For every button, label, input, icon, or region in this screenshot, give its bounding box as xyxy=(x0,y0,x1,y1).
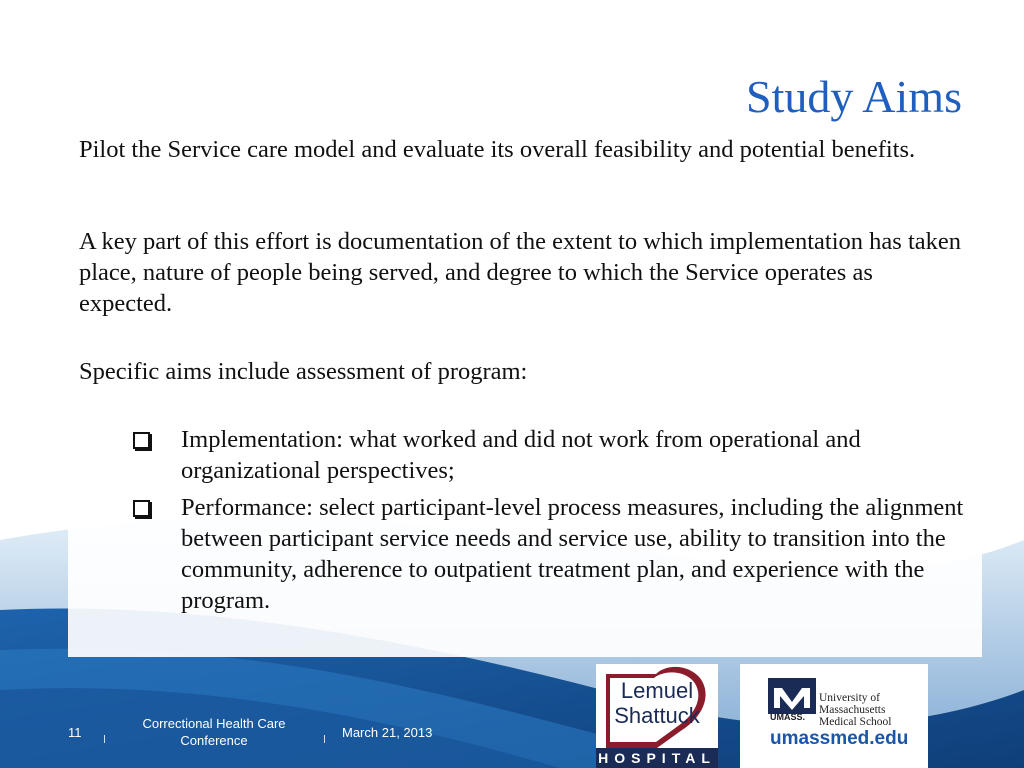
aim-paragraph-3: Specific aims include assessment of program: xyxy=(79,358,528,385)
lemuel-shattuck-logo xyxy=(596,664,718,768)
lemuel-name-line-2: Shattuck xyxy=(614,703,700,728)
bullet-implementation: Implementation: what worked and did not work from operational and organizational perspectives; xyxy=(181,426,861,484)
checkbox-icon xyxy=(133,500,150,517)
conference-name: Correctional Health Care Conference xyxy=(142,716,286,748)
presentation-date: March 21, 2013 xyxy=(342,725,433,740)
aim-paragraph-1: Pilot the Service care model and evaluate its overall feasibility and potential benefits. xyxy=(79,136,916,163)
umass-wordmark: UMASS. xyxy=(770,712,806,722)
umass-institution xyxy=(819,692,929,728)
hospital-bar: HOSPITAL xyxy=(596,748,718,768)
slide-number: 11 xyxy=(68,725,82,740)
umass-url: umassmed.edu xyxy=(770,728,909,749)
umass-institution-line-3: Medical School xyxy=(819,716,892,728)
slide-title: Study Aims xyxy=(745,71,962,122)
footer-separator xyxy=(104,735,105,743)
lemuel-name-line-1: Lemuel xyxy=(620,678,694,703)
checkbox-icon xyxy=(133,432,150,449)
umass-m-icon xyxy=(768,678,816,714)
bullet-performance: Performance: select participant-level process measures, including the alignment between participant service needs and service use, ability to transition into the community, adherence to outpatient treatment plan, and experience with the program. xyxy=(181,494,964,614)
aim-paragraph-2: A key part of this effort is documentation of the extent to which implementation has taken place, nature of people being served, and degree to which the Service operates as expected. xyxy=(79,228,962,317)
umass-logo xyxy=(740,664,928,768)
umass-institution-line-1: University of xyxy=(819,692,881,704)
umass-institution-line-2: Massachusetts xyxy=(819,704,886,716)
footer-separator xyxy=(324,735,325,743)
